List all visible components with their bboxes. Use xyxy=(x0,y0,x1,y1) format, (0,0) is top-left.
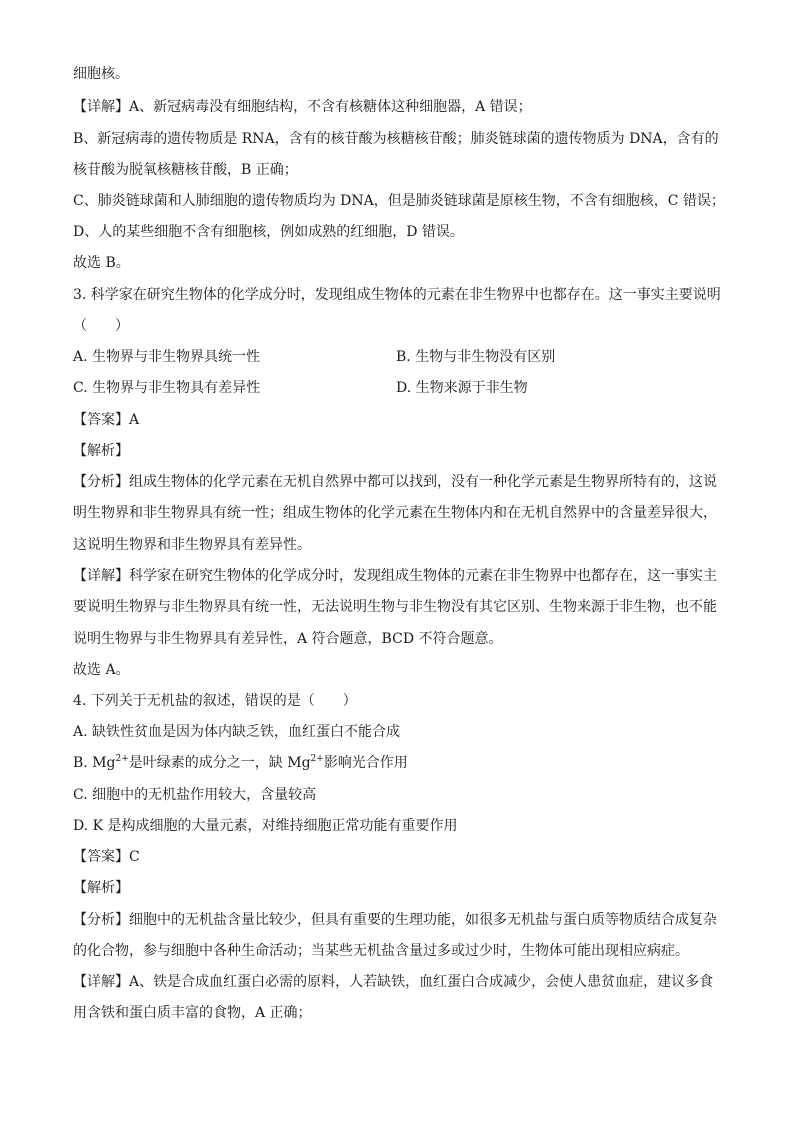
text-line: 【分析】细胞中的无机盐含量比较少，但具有重要的生理功能，如很多无机盐与蛋白质等物质结合成复杂 xyxy=(73,912,717,928)
question-4-option-d: D. K 是构成细胞的大量元素，对维持细胞正常功能有重要作用 xyxy=(73,818,458,834)
text-line: 说明生物界与非生物界具有差异性，A 符合题意，BCD 不符合题意。 xyxy=(73,631,503,647)
question-3-blank: （ ） xyxy=(73,318,129,334)
text-line: C、肺炎链球菌和人肺细胞的遗传物质均为 DNA，但是肺炎链球菌是原核生物，不含有细胞核，C 错误； xyxy=(73,193,725,209)
text-line: 明生物界和非生物界具有统一性；组成生物体的化学元素在生物体内和在无机自然界中的含量差异很大， xyxy=(73,505,717,521)
question-4-option-a: A. 缺铁性贫血是因为体内缺乏铁，血红蛋白不能合成 xyxy=(73,724,401,740)
text-line: 【详解】科学家在研究生物体的化学成分时，发现组成生物体的元素在非生物界中也都存在，这一事实主 xyxy=(73,568,717,584)
option-b-part: 影响光合作用 xyxy=(323,755,408,771)
text-line: 要说明生物界与非生物界具有统一性，无法说明生物与非生物没有其它区别、生物来源于非生物，也不能 xyxy=(73,599,717,615)
option-b-part: B. Mg xyxy=(73,755,116,771)
text-line: 【详解】A、新冠病毒没有细胞结构，不含有核糖体这种细胞器，A 错误； xyxy=(73,99,532,115)
text-line: 的化合物，参与细胞中各种生命活动；当某些无机盐含量过多或过少时，生物体可能出现相应病症。 xyxy=(73,943,689,959)
question-4-analysis-heading: 【解析】 xyxy=(73,880,129,896)
text-line: 故选 A。 xyxy=(73,662,130,678)
text-line: D、人的某些细胞不含有细胞核，例如成熟的红细胞，D 错误。 xyxy=(73,224,464,240)
question-3-analysis-heading: 【解析】 xyxy=(73,443,129,459)
question-3-stem: 3. 科学家在研究生物体的化学成分时，发现组成生物体的元素在非生物界中也都存在。这一事实主要说明 xyxy=(73,287,721,303)
question-3-option-b: B. 生物与非生物没有区别 xyxy=(396,349,556,365)
question-4-option-b xyxy=(73,753,723,773)
question-4-answer: 【答案】C xyxy=(73,849,140,865)
text-line: 这说明生物界和非生物界具有差异性。 xyxy=(73,537,311,553)
text-line: 用含铁和蛋白质丰富的食物，A 正确； xyxy=(73,1005,312,1021)
superscript: 2+ xyxy=(310,754,324,764)
text-line: B、新冠病毒的遗传物质是 RNA，含有的核苷酸为核糖核苷酸；肺炎链球菌的遗传物质为 DNA，含有的 xyxy=(73,131,719,147)
text-line: 【详解】A、铁是合成血红蛋白必需的原料，人若缺铁，血红蛋白合成减少，会使人患贫血症，建议多食 xyxy=(73,974,714,990)
question-3-option-c: C. 生物界与非生物具有差异性 xyxy=(73,380,261,396)
text-line: 核苷酸为脱氧核糖核苷酸，B 正确； xyxy=(73,162,298,178)
option-b-part: 是叶绿素的成分之一，缺 Mg xyxy=(128,755,311,771)
question-3-option-a: A. 生物界与非生物界具统一性 xyxy=(73,349,261,365)
question-4-option-c: C. 细胞中的无机盐作用较大，含量较高 xyxy=(73,787,317,803)
text-line: 故选 B。 xyxy=(73,255,130,271)
question-3-answer: 【答案】A xyxy=(73,412,140,428)
question-4-stem: 4. 下列关于无机盐的叙述，错误的是（ ） xyxy=(73,693,357,709)
superscript: 2+ xyxy=(115,754,129,764)
question-3-option-d: D. 生物来源于非生物 xyxy=(396,380,528,396)
text-line: 细胞核。 xyxy=(73,66,129,82)
text-line: 【分析】组成生物体的化学元素在无机自然界中都可以找到，没有一种化学元素是生物界所特有的，这说 xyxy=(73,474,717,490)
